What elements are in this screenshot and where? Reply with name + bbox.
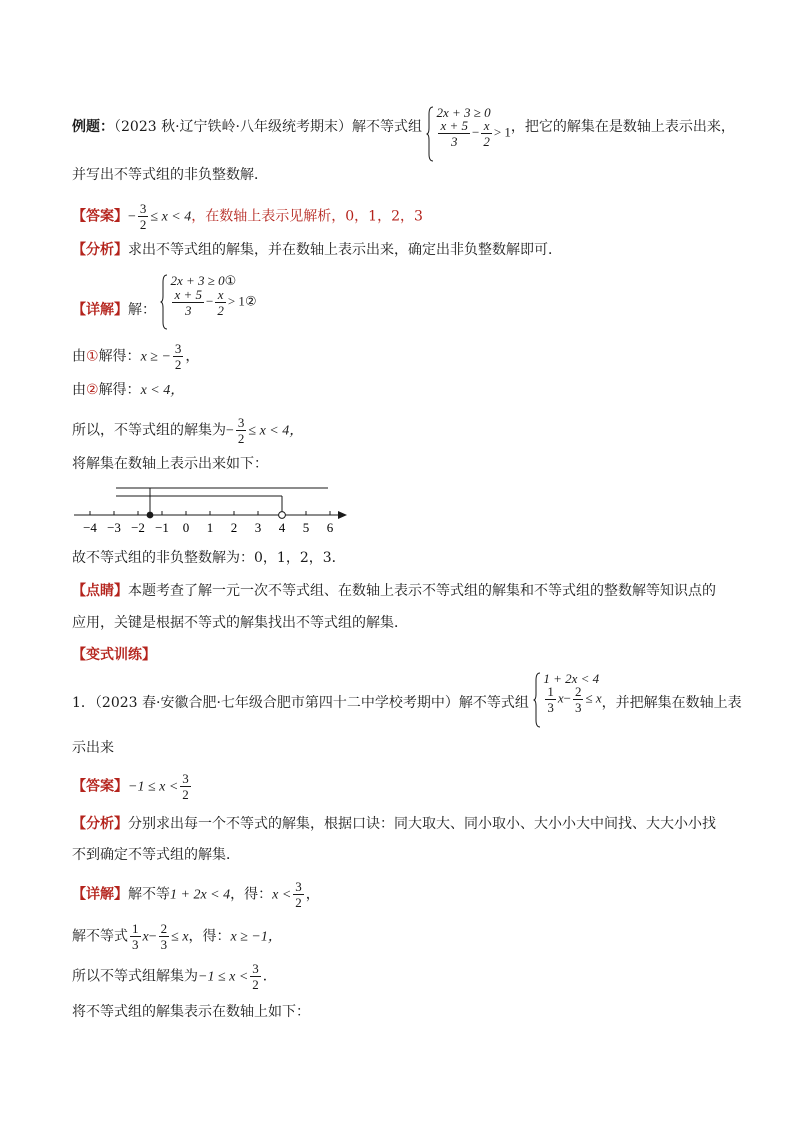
detail-tag: 【详解】 xyxy=(72,301,128,318)
detail-2-line-4: 将不等式组的解集表示在数轴上如下： xyxy=(72,1004,310,1020)
tick-label: 5 xyxy=(302,520,310,535)
conclusion-1: 故不等式组的非负整数解为：0，1，2，3． xyxy=(72,550,346,566)
analysis-2-line-2: 不到确定不等式组的解集． xyxy=(72,847,240,863)
step-1: 由①解得：x ≥ − $\frac{3}{2}$ ， xyxy=(72,341,200,372)
question-number: 1． xyxy=(72,695,95,711)
analysis-2-line-1: 【分析】分别求出每一个不等式的解集，根据口诀：同大取大、同小取小、大小小大中间找、大大小小找 xyxy=(72,816,716,832)
inequality-system-1 xyxy=(426,106,510,148)
step-2: 由②解得：x < 4， xyxy=(72,382,185,398)
example-line-2: 并写出不等式组的非负整数解． xyxy=(72,167,268,183)
example-line-1 xyxy=(72,106,735,148)
tick-label: 4 xyxy=(278,520,286,535)
system-1-row-1: 2x + 3 ≥ 0 xyxy=(436,105,491,120)
analysis-tag: 【分析】 xyxy=(72,242,128,258)
open-endpoint xyxy=(279,512,286,519)
tick-label: −2 xyxy=(131,520,145,535)
number-line xyxy=(70,480,360,540)
detail-1: 【详解】解： 2x + 3 ≥ 0① $\frac{x + 5}{3}$ − $\frac{x}{2}$ > 1② xyxy=(72,274,257,317)
comment-1-line-1: 【点睛】本题考查了解一元一次不等式组、在数轴上表示不等式组的解集和不等式组的整数解等知识点的 xyxy=(72,583,716,599)
system-3-row-2: $\frac{1}{3}$ x− $\frac{2}{3}$ ≤ x xyxy=(547,684,602,715)
tick-label: 3 xyxy=(254,520,262,535)
example-label: 例题： xyxy=(72,119,114,135)
comment-tag: 【点睛】 xyxy=(72,583,128,599)
example-source: （2023 秋·辽宁铁岭·八年级统考期末）解不等式组 xyxy=(114,119,422,135)
system-2-row-2: $\frac{x + 5}{3}$ − $\frac{x}{2}$ > 1② xyxy=(174,287,257,318)
tick-label: −1 xyxy=(155,520,169,535)
answer-text: ，在数轴上表示见解析，0，1，2，3 xyxy=(191,208,423,225)
tick-label: 6 xyxy=(326,520,334,535)
step-4: 将解集在数轴上表示出来如下： xyxy=(72,456,268,472)
brace-icon xyxy=(160,274,168,330)
analysis-text: 求出不等式组的解集，并在数轴上表示出来，确定出非负整数解即可． xyxy=(128,242,562,258)
tick-label: 2 xyxy=(230,520,238,535)
inequality-system-3 xyxy=(533,672,601,714)
analysis-1 xyxy=(72,240,562,260)
system-1-row-2: $\frac{x + 5}{3}$ − $\frac{x}{2}$ > 1 xyxy=(440,118,511,149)
detail-2-line-1: 【详解】解不等1 + 2x < 4，得：x < $\frac{3}{2}$ ， xyxy=(72,879,320,910)
answer-2: 【答案】−1 ≤ x < $\frac{3}{2}$ xyxy=(72,771,189,802)
example-tail: ，把它的解集在是数轴上表示出来， xyxy=(510,119,735,135)
tick-label: 1 xyxy=(206,520,214,535)
question-1-line-1: 1．（2023 春·安徽合肥·七年级合肥市第四十二中学校考期中）解不等式组 1 + 2x < 4 $\frac{1}{3}$ x− $\frac{2}{3}$ ≤ x ，并把解集在数轴上表 xyxy=(72,672,742,714)
brace-icon xyxy=(533,672,541,728)
system-3-row-1: 1 + 2x < 4 xyxy=(543,671,600,686)
answer-1: 【答案】− $\frac{3}{2}$ ≤ x < 4，在数轴上表示见解析，0，1，2，3 xyxy=(72,201,423,232)
comment-1-line-2: 应用，关键是根据不等式的解集找出不等式组的解集． xyxy=(72,615,408,631)
detail-2-line-2: 解不等式 $\frac{1}{3}$ x− $\frac{2}{3}$ ≤ x，得：x ≥ −1， xyxy=(72,921,282,952)
question-1-line-2: 示出来 xyxy=(72,740,114,756)
system-2-row-1: 2x + 3 ≥ 0① xyxy=(170,273,237,289)
brace-icon xyxy=(426,106,434,162)
variant-training-title: 【变式训练】 xyxy=(72,647,156,663)
tick-label: −3 xyxy=(107,520,121,535)
answer-tag: 【答案】 xyxy=(72,208,128,225)
detail-2-line-3: 所以不等式组解集为−1 ≤ x < $\frac{3}{2}$ ． xyxy=(72,961,277,992)
fraction-xp5-over-3: $\frac{x + 5}{3}$ xyxy=(440,118,468,149)
inequality-system-2 xyxy=(160,274,256,317)
closed-endpoint xyxy=(147,512,154,519)
fraction-x-over-2: $\frac{x}{2}$ xyxy=(483,118,490,149)
step-3: 所以，不等式组的解集为− $\frac{3}{2}$ ≤ x < 4， xyxy=(72,415,304,446)
tick-label: 0 xyxy=(182,520,190,535)
tick-label: −4 xyxy=(83,520,97,535)
fraction-3-over-2: $\frac{3}{2}$ xyxy=(139,201,147,232)
